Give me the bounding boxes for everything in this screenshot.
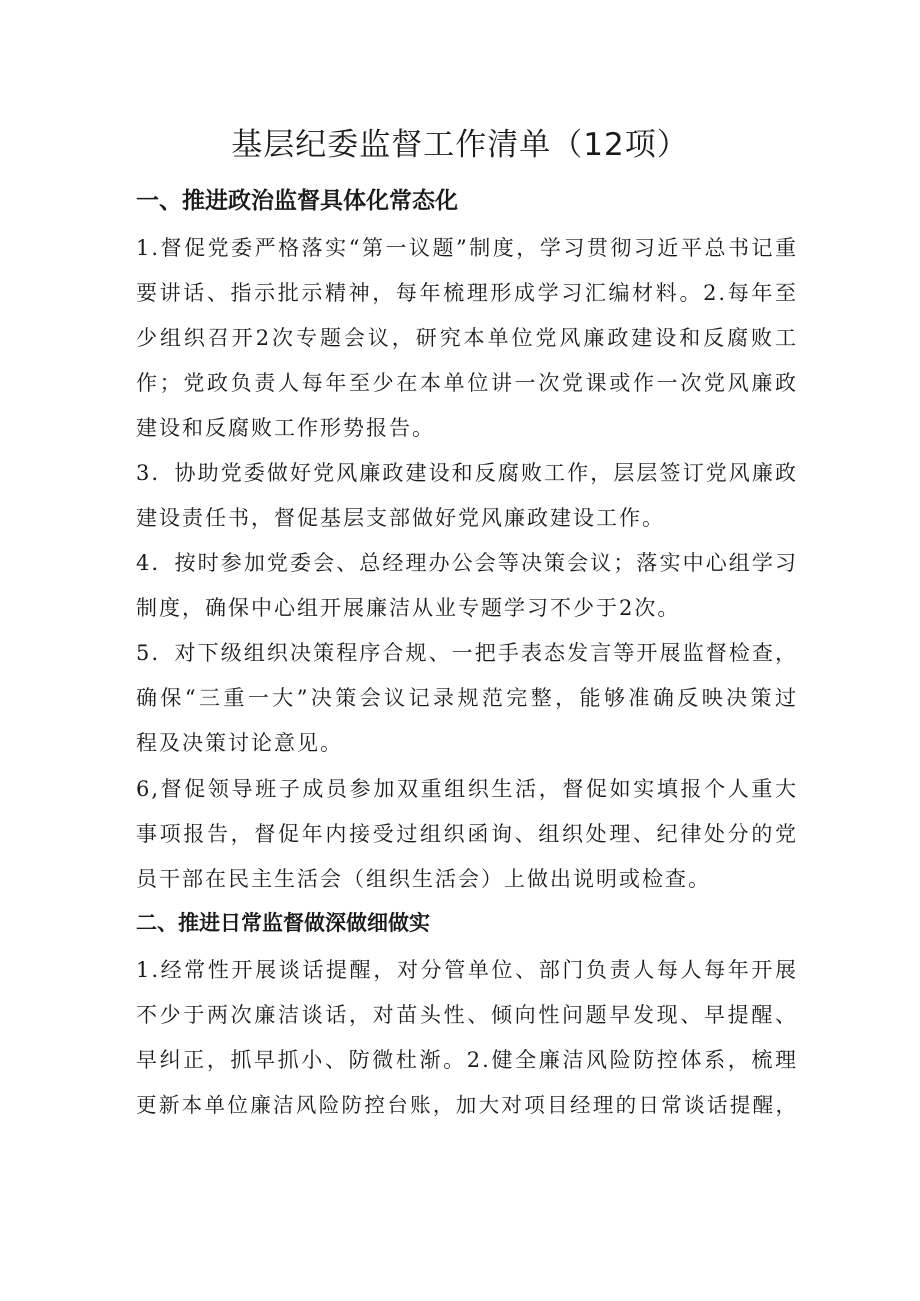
text-line: 3．协助党委做好党风廉政建设和反腐败工作，层层签订党风廉政 [136,461,798,485]
text-line: 不少于两次廉洁谈话，对苗头性、倾向性问题早发现、早提醒、 [136,1003,798,1027]
text-line: 更新本单位廉洁风险防控台账，加大对项目经理的日常谈话提醒， [136,1093,798,1117]
paragraph-item-5 [136,631,798,766]
text-line: 建设责任书，督促基层支部做好党风廉政建设工作。 [136,506,665,530]
text-line: 早纠正，抓早抓小、防微杜渐。2.健全廉洁风险防控体系，梳理 [136,1048,798,1072]
paragraph-item-3 [136,451,798,541]
text-line: 要讲话、指示批示精神，每年梳理形成学习汇编材料。2.每年至 [136,281,798,305]
paragraph-item-4 [136,541,798,631]
document-title: 基层纪委监督工作清单（12项） [231,127,689,163]
section-1-heading: 一、推进政治监督具体化常态化 [136,188,458,214]
text-line: 制度，确保中心组开展廉洁从业专题学习不少于2次。 [136,596,681,620]
text-line: 事项报告，督促年内接受过组织函询、组织处理、纪律处分的党 [136,822,798,846]
section-2-heading: 二、推进日常监督做深做细做实 [136,910,430,935]
text-line: 确保“三重一大”决策会议记录规范完整，能够准确反映决策过 [136,686,798,710]
paragraph-item-1-2 [136,226,798,451]
text-line: 少组织召开2次专题会议，研究本单位党风廉政建设和反腐败工 [136,326,798,350]
text-line: 作；党政负责人每年至少在本单位讲一次党课或作一次党风廉政 [136,371,798,395]
text-line: 6,督促领导班子成员参加双重组织生活，督促如实填报个人重大 [136,777,798,801]
text-line: 4．按时参加党委会、总经理办公会等决策会议；落实中心组学习 [136,551,798,575]
text-line: 建设和反腐败工作形势报告。 [136,416,435,440]
text-line: 5．对下级组织决策程序合规、一把手表态发言等开展监督检查， [136,641,798,665]
text-line: 1.经常性开展谈话提醒，对分管单位、部门负责人每人每年开展 [136,958,798,982]
paragraph-section-2-item-1-2 [136,948,798,1128]
text-line: 1.督促党委严格落实“第一议题”制度，学习贯彻习近平总书记重 [136,236,798,260]
paragraph-item-6 [136,767,798,902]
text-line: 程及决策讨论意见。 [136,731,343,755]
text-line: 员干部在民主生活会（组织生活会）上做出说明或检查。 [136,867,711,891]
